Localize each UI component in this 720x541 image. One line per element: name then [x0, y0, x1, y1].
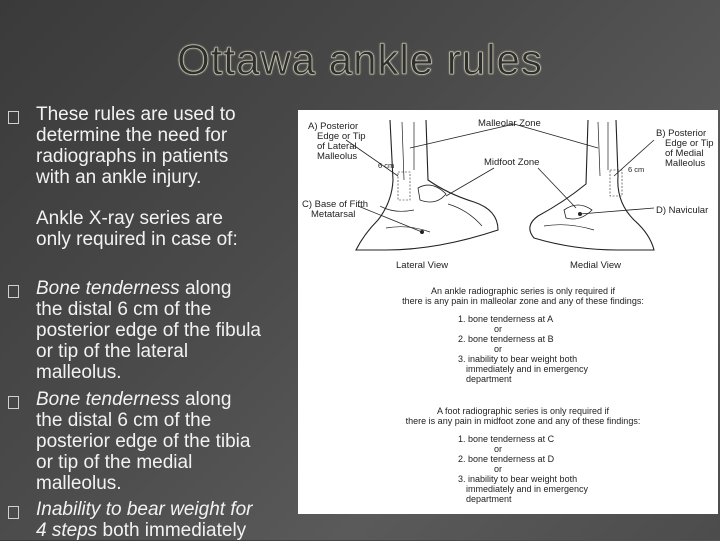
ankle-item: or [494, 344, 503, 354]
six-cm-right: 6 cm [628, 165, 645, 174]
lateral-foot-illustration [356, 120, 498, 250]
midfoot-zone-label: Midfoot Zone [484, 157, 540, 168]
marker-d [578, 212, 582, 216]
label-b-line: Malleolus [665, 158, 706, 169]
label-d: D) Navicular [656, 205, 709, 216]
ankle-intro: An ankle radiographic series is only required if [430, 286, 616, 296]
label-c-line: Metatarsal [311, 209, 356, 220]
bullet-tibia [36, 389, 250, 494]
foot-intro: there is any pain in midfoot zone and any of these findings: [405, 416, 641, 426]
bullet-box-icon [8, 285, 19, 298]
foot-item: 1. bone tenderness at C [458, 434, 555, 444]
subtext-line: only required in case of: [36, 229, 238, 250]
medial-foot-illustration [530, 120, 654, 250]
bullet-line: 4 steps both immediately [36, 520, 247, 541]
label-a-line: A) Posterior [308, 121, 359, 132]
intro-text [36, 104, 236, 188]
foot-item: immediately and in emergency [466, 484, 589, 494]
bullet-line: the distal 6 cm of the [36, 299, 212, 320]
label-b-line: Edge or Tip [665, 138, 714, 149]
bullet-box-icon [8, 506, 19, 519]
medial-view-label: Medial View [570, 260, 622, 271]
ankle-item: or [494, 324, 503, 334]
intro-line: determine the need for [36, 125, 228, 146]
label-b-line: B) Posterior [656, 128, 707, 139]
subtext-line: Ankle X-ray series are [36, 208, 223, 229]
foot-rule-block [406, 406, 641, 504]
bullet-line: posterior edge of the tibia [36, 431, 251, 452]
ankle-item: 2. bone tenderness at B [458, 334, 554, 344]
label-b-line: of Medial [665, 148, 704, 159]
bullet-line: Bone tenderness along [36, 389, 232, 410]
ankle-item: 1. bone tenderness at A [458, 314, 554, 324]
bullet-line: posterior edge of the fibula [36, 320, 261, 341]
label-c-line: C) Base of Fifth [302, 199, 368, 210]
foot-item: 2. bone tenderness at D [458, 454, 555, 464]
intro-line: These rules are used to [36, 104, 236, 125]
six-cm-left: 6 cm [378, 161, 395, 170]
subtext [36, 208, 238, 250]
ankle-rule-block [402, 286, 644, 384]
malleolar-zone-label: Malleolar Zone [478, 118, 541, 129]
bullet-box-icon [8, 396, 19, 409]
foot-item: department [466, 494, 512, 504]
ankle-intro: there is any pain in malleolar zone and any of these findings: [402, 296, 644, 306]
foot-intro: A foot radiographic series is only required if [436, 406, 610, 416]
bullet-line: Inability to bear weight for [36, 499, 253, 520]
bullet-weight [36, 499, 253, 541]
label-a-line: of Lateral [317, 141, 357, 152]
bullet-line: the distal 6 cm of the [36, 410, 212, 431]
intro-line: with an ankle injury. [36, 167, 202, 188]
bullet-box-icon [8, 111, 19, 124]
slide-title: Ottawa ankle rules [177, 36, 543, 83]
bullet-line: malleolus. [36, 473, 122, 494]
bullet-line: or tip of the lateral [36, 341, 189, 362]
marker-c [420, 230, 424, 234]
ankle-item: department [466, 374, 512, 384]
bullet-line: malleolus. [36, 362, 122, 383]
ankle-item: 3. inability to bear weight both [458, 354, 578, 364]
lateral-view-label: Lateral View [396, 260, 449, 271]
label-a-line: Malleolus [317, 151, 358, 162]
label-a-line: Edge or Tip [317, 131, 366, 142]
intro-line: radiographs in patients [36, 146, 229, 167]
foot-item: or [494, 444, 503, 454]
foot-item: 3. inability to bear weight both [458, 474, 578, 484]
ankle-item: immediately and in emergency [466, 364, 589, 374]
bullet-fibula [36, 278, 261, 383]
foot-item: or [494, 464, 503, 474]
bullet-line: Bone tenderness along [36, 278, 232, 299]
ottawa-diagram [298, 110, 718, 514]
bullet-line: or tip of the medial [36, 452, 193, 473]
